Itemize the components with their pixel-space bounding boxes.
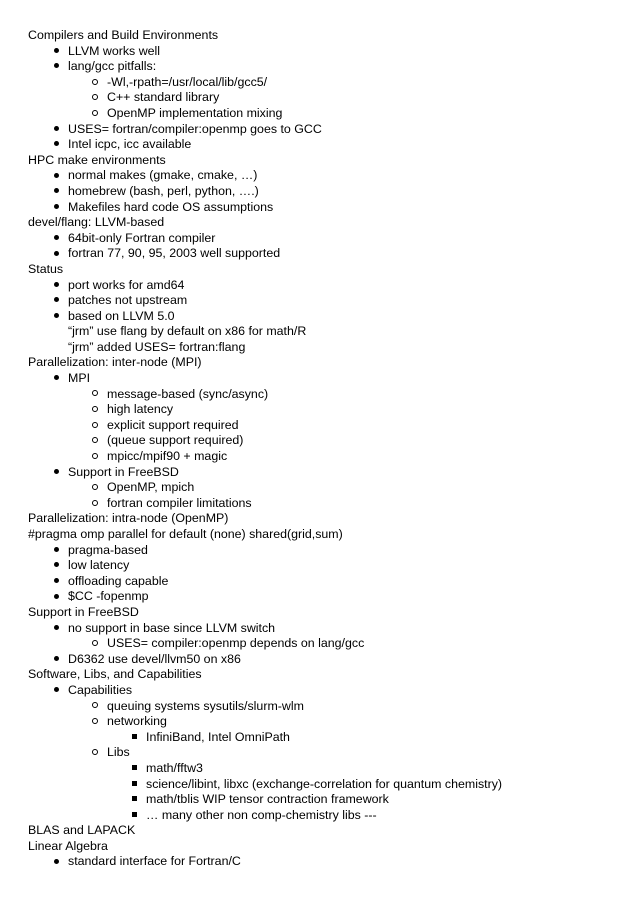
list-item — [28, 621, 628, 637]
line-text: port works for amd64 — [68, 277, 185, 292]
disc-bullet-icon — [49, 621, 63, 637]
line-text: message-based (sync/async) — [107, 386, 269, 401]
line-text: Capabilities — [68, 682, 133, 697]
line-text: USES= compiler:openmp depends on lang/gcc — [107, 636, 365, 651]
list-item — [28, 122, 628, 138]
list-item — [28, 652, 628, 668]
line-text: queuing systems sysutils/slurm-wlm — [107, 698, 304, 713]
list-item — [28, 496, 628, 512]
line-text: mpicc/mpif90 + magic — [107, 449, 228, 464]
line-text: InfiniBand, Intel OmniPath — [146, 729, 290, 744]
line-text: MPI — [68, 371, 91, 386]
line-text: Libs — [107, 745, 130, 760]
line-text: #pragma omp parallel for default (none) shared(grid,sum) — [28, 527, 343, 541]
disc-bullet-icon — [49, 854, 63, 870]
line-text: HPC make environments — [28, 152, 166, 167]
list-item — [28, 200, 628, 216]
section-heading — [28, 667, 628, 683]
line-text: lang/gcc pitfalls: — [68, 59, 157, 74]
disc-bullet-icon — [49, 293, 63, 309]
section-heading — [28, 215, 628, 231]
disc-bullet-icon — [49, 59, 63, 75]
line-text: Makefiles hard code OS assumptions — [68, 199, 274, 214]
line-text: math/fftw3 — [146, 760, 203, 775]
section-heading — [28, 527, 628, 543]
line-text: “jrm” added USES= fortran:flang — [68, 339, 246, 354]
line-text: fortran 77, 90, 95, 2003 well supported — [68, 246, 281, 261]
circle-bullet-icon — [88, 387, 102, 403]
disc-bullet-icon — [49, 278, 63, 294]
list-item — [28, 558, 628, 574]
disc-bullet-icon — [49, 371, 63, 387]
list-item — [28, 418, 628, 434]
line-text: “jrm” use flang by default on x86 for math/R — [68, 324, 307, 339]
line-text: patches not upstream — [68, 293, 188, 308]
list-item — [28, 44, 628, 60]
line-text: Intel icpc, icc available — [68, 137, 192, 152]
square-bullet-icon — [127, 792, 141, 808]
section-heading — [28, 839, 628, 855]
list-item — [28, 75, 628, 91]
line-text: homebrew (bash, perl, python, ….) — [68, 183, 259, 198]
circle-bullet-icon — [88, 449, 102, 465]
circle-bullet-icon — [88, 480, 102, 496]
line-text: networking — [107, 714, 167, 729]
disc-bullet-icon — [49, 558, 63, 574]
list-item — [28, 433, 628, 449]
line-text: science/libint, libxc (exchange-correlation for quantum chemistry) — [146, 776, 503, 791]
line-text: … many other non comp-chemistry libs --- — [146, 807, 377, 822]
circle-bullet-icon — [88, 90, 102, 106]
square-bullet-icon — [127, 808, 141, 824]
list-item — [28, 449, 628, 465]
square-bullet-icon — [127, 777, 141, 793]
list-item — [28, 278, 628, 294]
circle-bullet-icon — [88, 636, 102, 652]
disc-bullet-icon — [49, 465, 63, 481]
section-heading — [28, 605, 628, 621]
square-bullet-icon — [127, 730, 141, 746]
section-heading — [28, 511, 628, 527]
line-text: Parallelization: inter-node (MPI) — [28, 355, 202, 370]
list-item — [28, 543, 628, 559]
line-text: Compilers and Build Environments — [28, 28, 219, 42]
disc-bullet-icon — [49, 543, 63, 559]
line-text: standard interface for Fortran/C — [68, 854, 241, 869]
circle-bullet-icon — [88, 714, 102, 730]
line-text: OpenMP, mpich — [107, 480, 195, 495]
section-heading — [28, 823, 628, 839]
list-item — [28, 854, 628, 870]
line-text: high latency — [107, 402, 174, 417]
line-text: fortran compiler limitations — [107, 495, 252, 510]
disc-bullet-icon — [49, 589, 63, 605]
circle-bullet-icon — [88, 75, 102, 91]
list-item — [28, 371, 628, 387]
circle-bullet-icon — [88, 433, 102, 449]
disc-bullet-icon — [49, 574, 63, 590]
list-item — [28, 293, 628, 309]
line-text: devel/flang: LLVM-based — [28, 215, 165, 230]
circle-bullet-icon — [88, 699, 102, 715]
line-text: USES= fortran/compiler:openmp goes to GCC — [68, 121, 322, 136]
line-text: D6362 use devel/llvm50 on x86 — [68, 651, 241, 666]
list-item — [28, 574, 628, 590]
list-item — [28, 59, 628, 75]
line-text: pragma-based — [68, 542, 148, 557]
list-item — [28, 402, 628, 418]
circle-bullet-icon — [88, 106, 102, 122]
disc-bullet-icon — [49, 683, 63, 699]
list-item — [28, 683, 628, 699]
line-text: normal makes (gmake, cmake, …) — [68, 168, 258, 183]
list-item — [28, 777, 628, 793]
section-heading — [28, 355, 628, 371]
list-item — [28, 589, 628, 605]
list-item — [28, 636, 628, 652]
list-item — [28, 792, 628, 808]
line-text: no support in base since LLVM switch — [68, 620, 276, 635]
line-text: Support in FreeBSD — [68, 464, 179, 479]
list-item — [28, 761, 628, 777]
list-item — [28, 168, 628, 184]
disc-bullet-icon — [49, 168, 63, 184]
line-text: C++ standard library — [107, 90, 220, 105]
circle-bullet-icon — [88, 418, 102, 434]
section-heading — [28, 262, 628, 278]
disc-bullet-icon — [49, 137, 63, 153]
line-text: Linear Algebra — [28, 838, 108, 853]
disc-bullet-icon — [49, 246, 63, 262]
disc-bullet-icon — [49, 200, 63, 216]
line-text: math/tblis WIP tensor contraction framework — [146, 792, 389, 807]
line-text: Status — [28, 261, 64, 276]
list-item — [28, 730, 628, 746]
list-item — [28, 106, 628, 122]
note-line — [28, 340, 628, 356]
line-text: LLVM works well — [68, 43, 161, 58]
line-text: based on LLVM 5.0 — [68, 308, 175, 323]
list-item — [28, 90, 628, 106]
list-item — [28, 714, 628, 730]
line-text: -Wl,-rpath=/usr/local/lib/gcc5/ — [107, 74, 268, 89]
line-text: Parallelization: intra-node (OpenMP) — [28, 511, 229, 526]
line-text: Support in FreeBSD — [28, 604, 139, 619]
list-item — [28, 309, 628, 325]
list-item — [28, 699, 628, 715]
circle-bullet-icon — [88, 402, 102, 418]
list-item — [28, 231, 628, 247]
line-text: (queue support required) — [107, 433, 244, 448]
circle-bullet-icon — [88, 745, 102, 761]
disc-bullet-icon — [49, 652, 63, 668]
line-text: explicit support required — [107, 417, 239, 432]
list-item — [28, 745, 628, 761]
disc-bullet-icon — [49, 231, 63, 247]
list-item — [28, 465, 628, 481]
disc-bullet-icon — [49, 122, 63, 138]
line-text: offloading capable — [68, 573, 169, 588]
line-text: OpenMP implementation mixing — [107, 105, 283, 120]
list-item — [28, 184, 628, 200]
line-text: $CC -fopenmp — [68, 589, 149, 604]
list-item — [28, 137, 628, 153]
line-text: Software, Libs, and Capabilities — [28, 667, 202, 682]
section-heading — [28, 153, 628, 169]
line-text: low latency — [68, 558, 130, 573]
line-text: 64bit-only Fortran compiler — [68, 230, 216, 245]
disc-bullet-icon — [49, 309, 63, 325]
list-item — [28, 808, 628, 824]
section-heading — [28, 28, 628, 44]
line-text: BLAS and LAPACK — [28, 823, 136, 838]
circle-bullet-icon — [88, 496, 102, 512]
square-bullet-icon — [127, 761, 141, 777]
disc-bullet-icon — [49, 44, 63, 60]
note-line — [28, 324, 628, 340]
document-body — [28, 28, 628, 870]
list-item — [28, 246, 628, 262]
list-item — [28, 387, 628, 403]
disc-bullet-icon — [49, 184, 63, 200]
list-item — [28, 480, 628, 496]
